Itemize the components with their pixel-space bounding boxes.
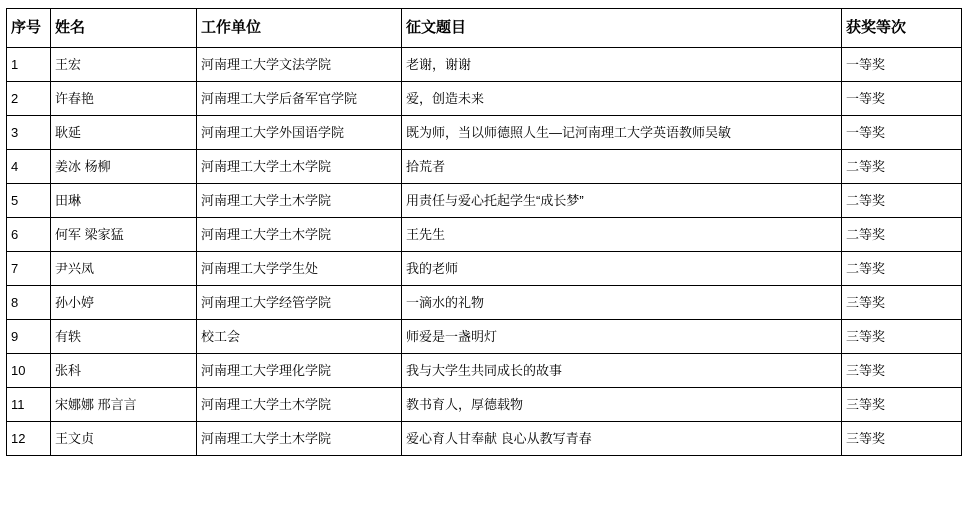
table-row xyxy=(7,150,962,184)
cell-unit: 河南理工大学土木学院 xyxy=(197,422,402,456)
cell-name: 宋娜娜 邢言言 xyxy=(51,388,197,422)
cell-no: 8 xyxy=(7,286,51,320)
cell-award: 一等奖 xyxy=(842,48,962,82)
cell-award: 二等奖 xyxy=(842,252,962,286)
cell-unit: 河南理工大学经管学院 xyxy=(197,286,402,320)
cell-no: 12 xyxy=(7,422,51,456)
cell-award: 三等奖 xyxy=(842,388,962,422)
award-list-sheet xyxy=(6,8,961,456)
cell-award: 三等奖 xyxy=(842,286,962,320)
cell-unit: 河南理工大学外国语学院 xyxy=(197,116,402,150)
table-header-row xyxy=(7,9,962,48)
column-header-award: 获奖等次 xyxy=(842,9,962,48)
table-row xyxy=(7,422,962,456)
cell-name: 张科 xyxy=(51,354,197,388)
table-row xyxy=(7,82,962,116)
table-row xyxy=(7,320,962,354)
cell-award: 二等奖 xyxy=(842,218,962,252)
table-row xyxy=(7,388,962,422)
cell-unit: 河南理工大学文法学院 xyxy=(197,48,402,82)
table-body xyxy=(7,48,962,456)
column-header-unit: 工作单位 xyxy=(197,9,402,48)
column-header-no: 序号 xyxy=(7,9,51,48)
award-table xyxy=(6,8,962,456)
cell-title: 爱心育人甘奉献 良心从教写青春 xyxy=(402,422,842,456)
cell-name: 孙小婷 xyxy=(51,286,197,320)
cell-award: 三等奖 xyxy=(842,422,962,456)
cell-award: 二等奖 xyxy=(842,150,962,184)
cell-unit: 河南理工大学土木学院 xyxy=(197,184,402,218)
cell-unit: 河南理工大学理化学院 xyxy=(197,354,402,388)
table-row xyxy=(7,218,962,252)
cell-no: 6 xyxy=(7,218,51,252)
cell-unit: 河南理工大学后备军官学院 xyxy=(197,82,402,116)
cell-title: 教书育人，厚德载物 xyxy=(402,388,842,422)
cell-unit: 河南理工大学土木学院 xyxy=(197,150,402,184)
cell-title: 拾荒者 xyxy=(402,150,842,184)
cell-unit: 校工会 xyxy=(197,320,402,354)
cell-title: 爱，创造未来 xyxy=(402,82,842,116)
cell-no: 1 xyxy=(7,48,51,82)
cell-no: 5 xyxy=(7,184,51,218)
cell-award: 三等奖 xyxy=(842,320,962,354)
cell-name: 耿延 xyxy=(51,116,197,150)
cell-title: 用责任与爱心托起学生“成长梦” xyxy=(402,184,842,218)
cell-award: 二等奖 xyxy=(842,184,962,218)
cell-name: 有轶 xyxy=(51,320,197,354)
column-header-title: 征文题目 xyxy=(402,9,842,48)
cell-name: 田琳 xyxy=(51,184,197,218)
cell-title: 既为师，当以师德照人生—记河南理工大学英语教师吴敏 xyxy=(402,116,842,150)
cell-name: 王宏 xyxy=(51,48,197,82)
cell-unit: 河南理工大学学生处 xyxy=(197,252,402,286)
cell-award: 一等奖 xyxy=(842,116,962,150)
cell-no: 2 xyxy=(7,82,51,116)
cell-no: 10 xyxy=(7,354,51,388)
cell-name: 姜冰 杨柳 xyxy=(51,150,197,184)
cell-title: 我与大学生共同成长的故事 xyxy=(402,354,842,388)
cell-name: 何军 梁家猛 xyxy=(51,218,197,252)
table-header xyxy=(7,9,962,48)
cell-title: 一滴水的礼物 xyxy=(402,286,842,320)
table-row xyxy=(7,286,962,320)
cell-award: 三等奖 xyxy=(842,354,962,388)
column-header-name: 姓名 xyxy=(51,9,197,48)
cell-title: 老谢，谢谢 xyxy=(402,48,842,82)
cell-no: 4 xyxy=(7,150,51,184)
table-row xyxy=(7,252,962,286)
table-row xyxy=(7,354,962,388)
cell-no: 11 xyxy=(7,388,51,422)
cell-name: 许春艳 xyxy=(51,82,197,116)
cell-title: 师爱是一盏明灯 xyxy=(402,320,842,354)
table-row xyxy=(7,184,962,218)
cell-no: 3 xyxy=(7,116,51,150)
cell-title: 王先生 xyxy=(402,218,842,252)
cell-no: 7 xyxy=(7,252,51,286)
cell-unit: 河南理工大学土木学院 xyxy=(197,388,402,422)
cell-title: 我的老师 xyxy=(402,252,842,286)
cell-no: 9 xyxy=(7,320,51,354)
cell-award: 一等奖 xyxy=(842,82,962,116)
cell-unit: 河南理工大学土木学院 xyxy=(197,218,402,252)
table-row xyxy=(7,116,962,150)
cell-name: 王文贞 xyxy=(51,422,197,456)
table-row xyxy=(7,48,962,82)
cell-name: 尹兴凤 xyxy=(51,252,197,286)
